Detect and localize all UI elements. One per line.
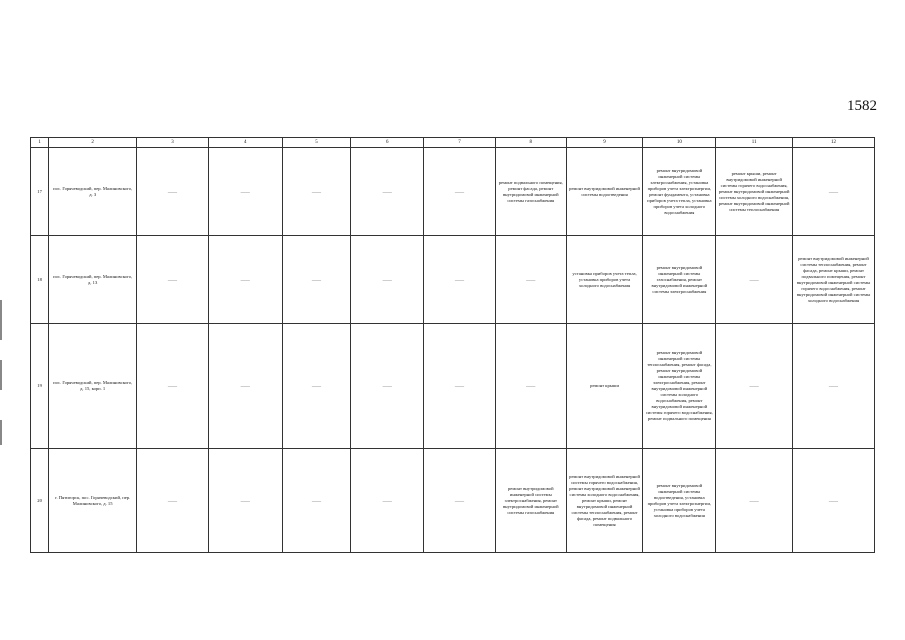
col-header-5: 5 bbox=[282, 138, 351, 148]
cell-col5: —— bbox=[282, 324, 351, 449]
col-header-6: 6 bbox=[351, 138, 424, 148]
cell-col8: —— bbox=[495, 324, 566, 449]
cell-col6: —— bbox=[351, 324, 424, 449]
cell-col11: —— bbox=[716, 324, 793, 449]
col-header-11: 11 bbox=[716, 138, 793, 148]
col-header-7: 7 bbox=[424, 138, 496, 148]
cell-col10: ремонт внутридомовой инженерной системы электроснабжения, установка приборов учета электроэнергии, ремонт фундамента, установка приборов учета тепла, установка приборов учета холодного водоснабжения bbox=[643, 148, 716, 236]
cell-col12: ремонт внутридомовой инженерной системы теплоснабжения, ремонт фасада, ремонт крыши, ремонт подвального помещения, ремонт внутридомовой инженерной системы горячего водоснабжения, ремонт внутридомовой инженерной системы холодного водоснабжения bbox=[793, 236, 875, 324]
address-cell: пос. Горячеводский, пер. Малиновского, д. 13 bbox=[49, 236, 137, 324]
table-row bbox=[31, 148, 875, 236]
cell-col10: ремонт внутридомовой инженерной системы водоотведения, установка приборов учета электроэнергии, установка приборов учета холодного водоснабжения bbox=[643, 449, 716, 553]
cell-col9: ремонт крыши bbox=[566, 324, 643, 449]
cell-col5: —— bbox=[282, 449, 351, 553]
col-header-1: 1 bbox=[31, 138, 49, 148]
cell-col3: —— bbox=[137, 449, 209, 553]
cell-col11: —— bbox=[716, 236, 793, 324]
cell-col4: —— bbox=[208, 324, 282, 449]
cell-col8: —— bbox=[495, 236, 566, 324]
cell-col6: —— bbox=[351, 236, 424, 324]
cell-col4: —— bbox=[208, 148, 282, 236]
cell-col9: установка приборов учета тепла, установка приборов учета холодного водоснабжения bbox=[566, 236, 643, 324]
cell-col11: ремонт крыши, ремонт внутридомовой инженерной системы горячего водоснабжения, ремонт внутридомовой инженерной системы холодного водоснабжения, ремонт внутридомовой инженерной системы теплоснабжения bbox=[716, 148, 793, 236]
column-number-row bbox=[31, 138, 875, 148]
col-header-8: 8 bbox=[495, 138, 566, 148]
cell-col6: —— bbox=[351, 148, 424, 236]
cell-col3: —— bbox=[137, 324, 209, 449]
repair-schedule-table bbox=[30, 137, 875, 553]
cell-col4: —— bbox=[208, 236, 282, 324]
table-row bbox=[31, 236, 875, 324]
cell-col10: ремонт внутридомовой инженерной системы газоснабжения, ремонт внутридомовой инженерной системы электроснабжения bbox=[643, 236, 716, 324]
cell-col12: —— bbox=[793, 324, 875, 449]
table-row bbox=[31, 449, 875, 553]
address-cell: г. Пятигорск, пос. Горячеводский, пер. Малиновского, д. 15 bbox=[49, 449, 137, 553]
cell-col9: ремонт внутридомовой инженерной системы горячего водоснабжения, ремонт внутридомовой инженерной системы холодного водоснабжения, ремонт крыши, ремонт внутридомовой инженерной системы теплоснабжения, ремонт фасада, ремонт подвального помещения bbox=[566, 449, 643, 553]
col-header-3: 3 bbox=[137, 138, 209, 148]
cell-col4: —— bbox=[208, 449, 282, 553]
cell-col10: ремонт внутридомовой инженерной системы теплоснабжения, ремонт фасада, ремонт внутридомовой инженерной системы электроснабжения, ремонт внутридомовой инженерной системы холодного водоснабжения, ремонт внутридомовой инженерной системы горячего водоснабжения, ремонт подвального помещения bbox=[643, 324, 716, 449]
cell-col7: —— bbox=[424, 236, 496, 324]
cell-col12: —— bbox=[793, 449, 875, 553]
col-header-12: 12 bbox=[793, 138, 875, 148]
row-number: 20 bbox=[31, 449, 49, 553]
cell-col6: —— bbox=[351, 449, 424, 553]
col-header-4: 4 bbox=[208, 138, 282, 148]
cell-col3: —— bbox=[137, 236, 209, 324]
table-row bbox=[31, 324, 875, 449]
cell-col5: —— bbox=[282, 236, 351, 324]
address-cell: пос. Горячеводский, пер. Малиновского, д. 3 bbox=[49, 148, 137, 236]
col-header-9: 9 bbox=[566, 138, 643, 148]
cell-col7: —— bbox=[424, 324, 496, 449]
row-number: 17 bbox=[31, 148, 49, 236]
cell-col8: ремонт внутридомовой инженерной системы электроснабжения, ремонт внутридомовой инженерной системы газоснабжения bbox=[495, 449, 566, 553]
row-number: 18 bbox=[31, 236, 49, 324]
cell-col7: —— bbox=[424, 148, 496, 236]
cell-col8: ремонт подвального помещения, ремонт фасада, ремонт внутридомовой инженерной системы газоснабжения bbox=[495, 148, 566, 236]
cell-col9: ремонт внутридомовой инженерной системы водоотведения bbox=[566, 148, 643, 236]
cell-col11: —— bbox=[716, 449, 793, 553]
address-cell: пос. Горячеводский, пер. Малиновского, д. 15, корп. 1 bbox=[49, 324, 137, 449]
cell-col5: —— bbox=[282, 148, 351, 236]
col-header-10: 10 bbox=[643, 138, 716, 148]
row-number: 19 bbox=[31, 324, 49, 449]
col-header-2: 2 bbox=[49, 138, 137, 148]
page-number: 1582 bbox=[847, 98, 877, 114]
cell-col3: —— bbox=[137, 148, 209, 236]
cell-col12: —— bbox=[793, 148, 875, 236]
scan-margin-marks bbox=[0, 0, 6, 640]
cell-col7: —— bbox=[424, 449, 496, 553]
